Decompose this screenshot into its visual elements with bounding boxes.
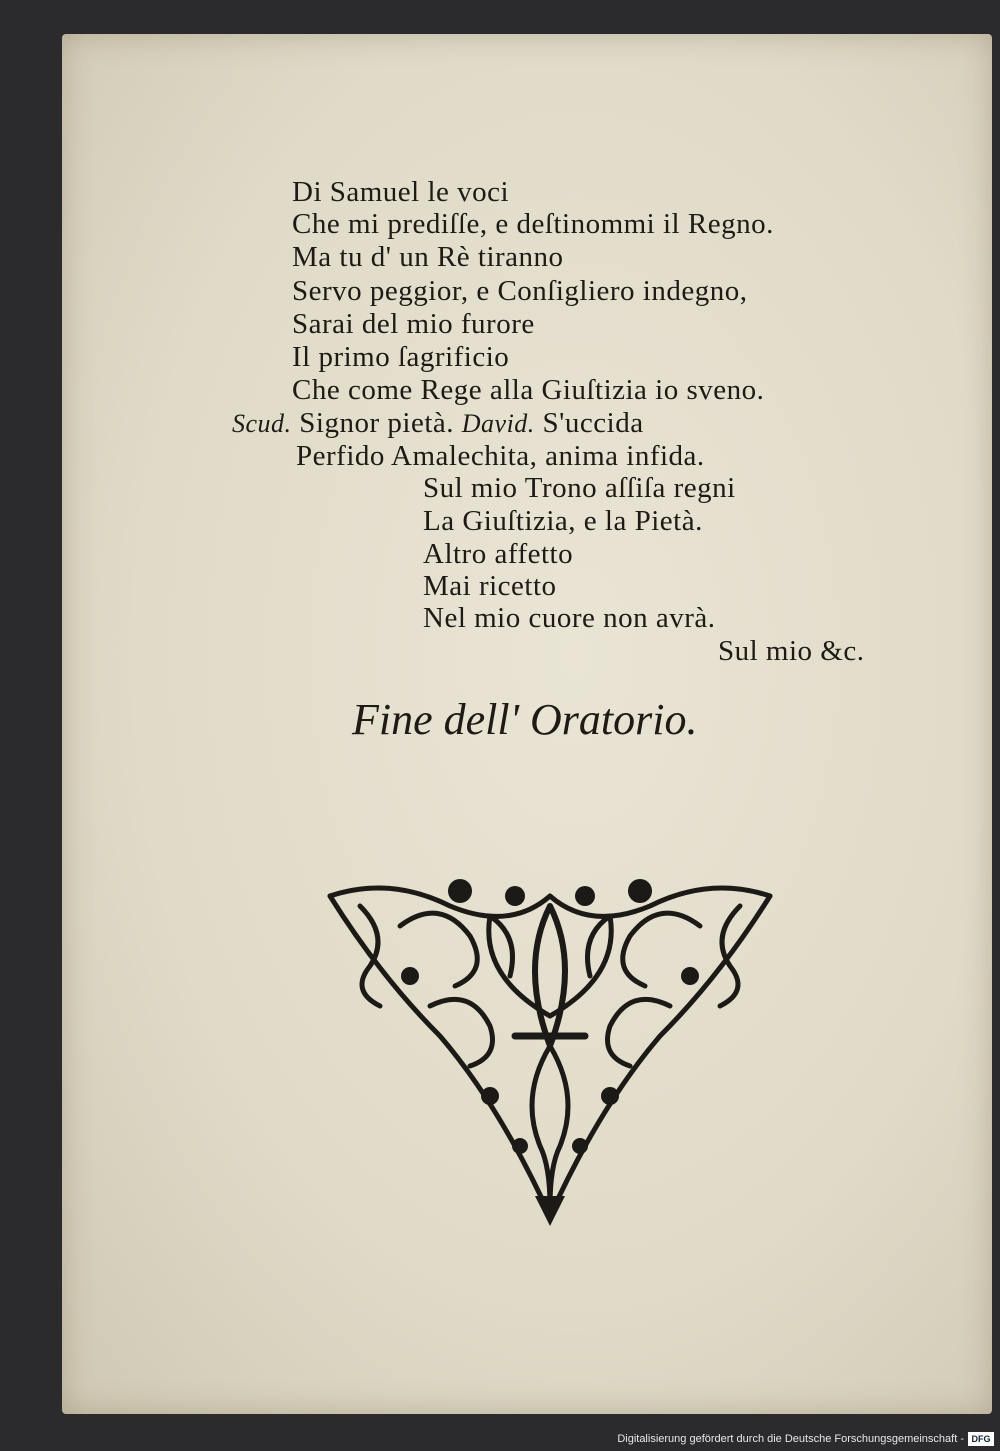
verse-line-3: Ma tu d' un Rè tiranno [292,241,564,273]
fine-title: Fine dell' Oratorio. [352,695,698,744]
dialogue-text-2: S'uccida [542,407,644,439]
verse-line-1: Di Samuel le voci [292,176,510,208]
footer-bar [0,1428,1000,1451]
aria-line-4: Mai ricetto [423,570,557,602]
da-capo: Sul mio &c. [718,635,865,667]
aria-line-1: Sul mio Trono aſſiſa regni [423,472,736,504]
speaker-david: David. [461,409,535,438]
dialogue-text-1: Signor pietà. [299,407,454,439]
verse-line-2: Che mi prediſſe, e deſtinommi il Regno. [292,208,774,240]
aria-line-3: Altro affetto [423,538,574,570]
verse-line-6: Il primo ſagrificio [292,341,510,373]
footer-funding-text: Digitalisierung gefördert durch die Deutsche Forschungsgemeinschaft - [617,1433,964,1445]
aria-line-5: Nel mio cuore non avrà. [423,602,716,634]
fleur-de-lis-ornament-icon [270,836,830,1236]
speaker-scud: Scud. [232,409,292,438]
dfg-logo: DFG [968,1432,994,1446]
verse-line-4: Servo peggior, e Conſigliero indegno, [292,275,748,307]
verse-line-8: Perfido Amalechita, anima infida. [296,440,705,472]
verse-line-5: Sarai del mio furore [292,308,535,340]
aria-line-2: La Giuſtizia, e la Pietà. [423,505,703,537]
verse-line-7: Che come Rege alla Giuſtizia io sveno. [292,374,765,406]
dialogue-line [232,407,644,440]
